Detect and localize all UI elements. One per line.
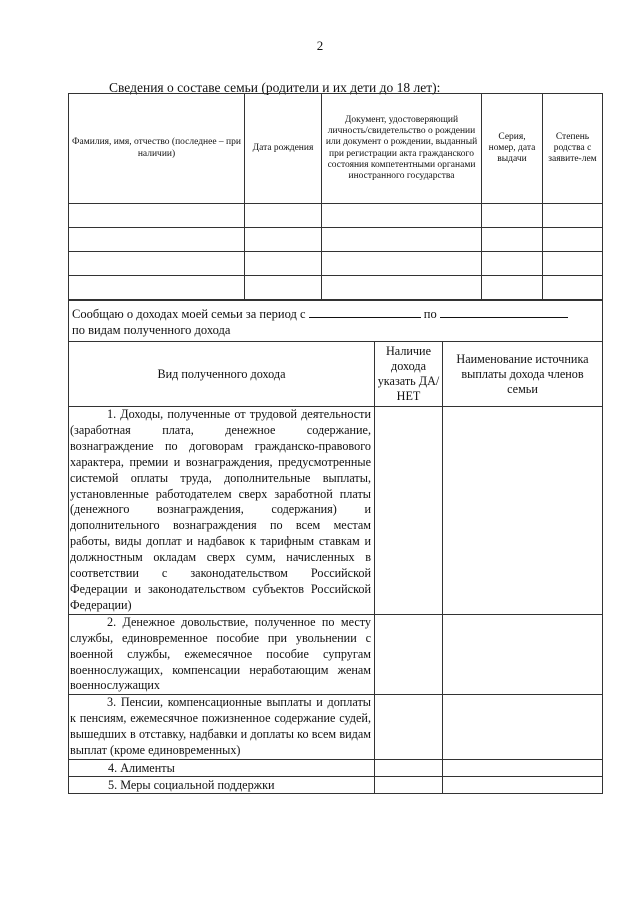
- column-document: Документ, удостоверяющий личность/свидетельство о рождении или документ о рождении, выданный при регистрации акта гражданского состояния компетентными органами иностранного государства: [322, 94, 482, 204]
- income-row-1: [69, 407, 603, 615]
- table-row: [69, 204, 603, 228]
- income-row-4: [69, 759, 603, 776]
- column-birth-date: Дата рождения: [245, 94, 322, 204]
- column-series-number: Серия, номер, дата выдачи: [482, 94, 543, 204]
- table-row: [69, 276, 603, 300]
- income-table: [68, 300, 603, 794]
- column-relationship: Степень родства с заявите-лем: [543, 94, 603, 204]
- intro-prefix: Сообщаю о доходах моей семьи за период с: [72, 307, 306, 321]
- period-end-field[interactable]: [440, 316, 568, 318]
- income-period-row: [69, 301, 603, 342]
- income-row-3: [69, 695, 603, 760]
- income-item: 4. Алименты: [69, 759, 375, 776]
- family-section-title: Сведения о составе семьи (родители и их дети до 18 лет):: [109, 80, 441, 95]
- period-start-field[interactable]: [309, 316, 421, 318]
- header-income-type: Вид полученного дохода: [69, 342, 375, 407]
- intro-middle: по: [423, 307, 437, 321]
- income-row-5: [69, 776, 603, 793]
- income-item: 2. Денежное довольствие, полученное по месту службы, единовременное пособие при увольнении с военной службы, ежемесячное пособие супругам военнослужащих, компенсации неработающим женам военнослужащих: [69, 614, 375, 695]
- income-item: 3. Пенсии, компенсационные выплаты и доплаты к пенсиям, ежемесячное пожизненное содержание судей, вышедших в отставку, надбавки и доплаты ко всем видам выплат (кроме единовременных): [69, 695, 375, 760]
- intro-suffix: по видам полученного дохода: [72, 323, 231, 337]
- table-row: [69, 228, 603, 252]
- header-presence: Наличие дохода указать ДА/НЕТ: [375, 342, 443, 407]
- column-full-name: Фамилия, имя, отчество (последнее – при наличии): [69, 94, 245, 204]
- income-item: 5. Меры социальной поддержки: [69, 776, 375, 793]
- page-number: 2: [316, 38, 324, 53]
- header-source: Наименование источника выплаты дохода членов семьи: [443, 342, 603, 407]
- table-row: [69, 252, 603, 276]
- income-row-2: [69, 614, 603, 695]
- income-item: 1. Доходы, полученные от трудовой деятельности (заработная плата, денежное содержание, вознаграждение по договорам гражданско-правового характера, премии и вознаграждения, предусмотренные системой оплаты труда, дополнительные выплаты, установленные работодателем сверх заработной платы (денежного вознаграждения, содержания) и дополнительного вознаграждения по всем местам работы, виды доплат и надбавок к тарифным ставкам и должностным окладам сверх сумм, начисленных в соответствии с законодательством Российской Федерации и законодательством субъектов Российской Федерации): [69, 407, 375, 615]
- family-table: [68, 93, 603, 300]
